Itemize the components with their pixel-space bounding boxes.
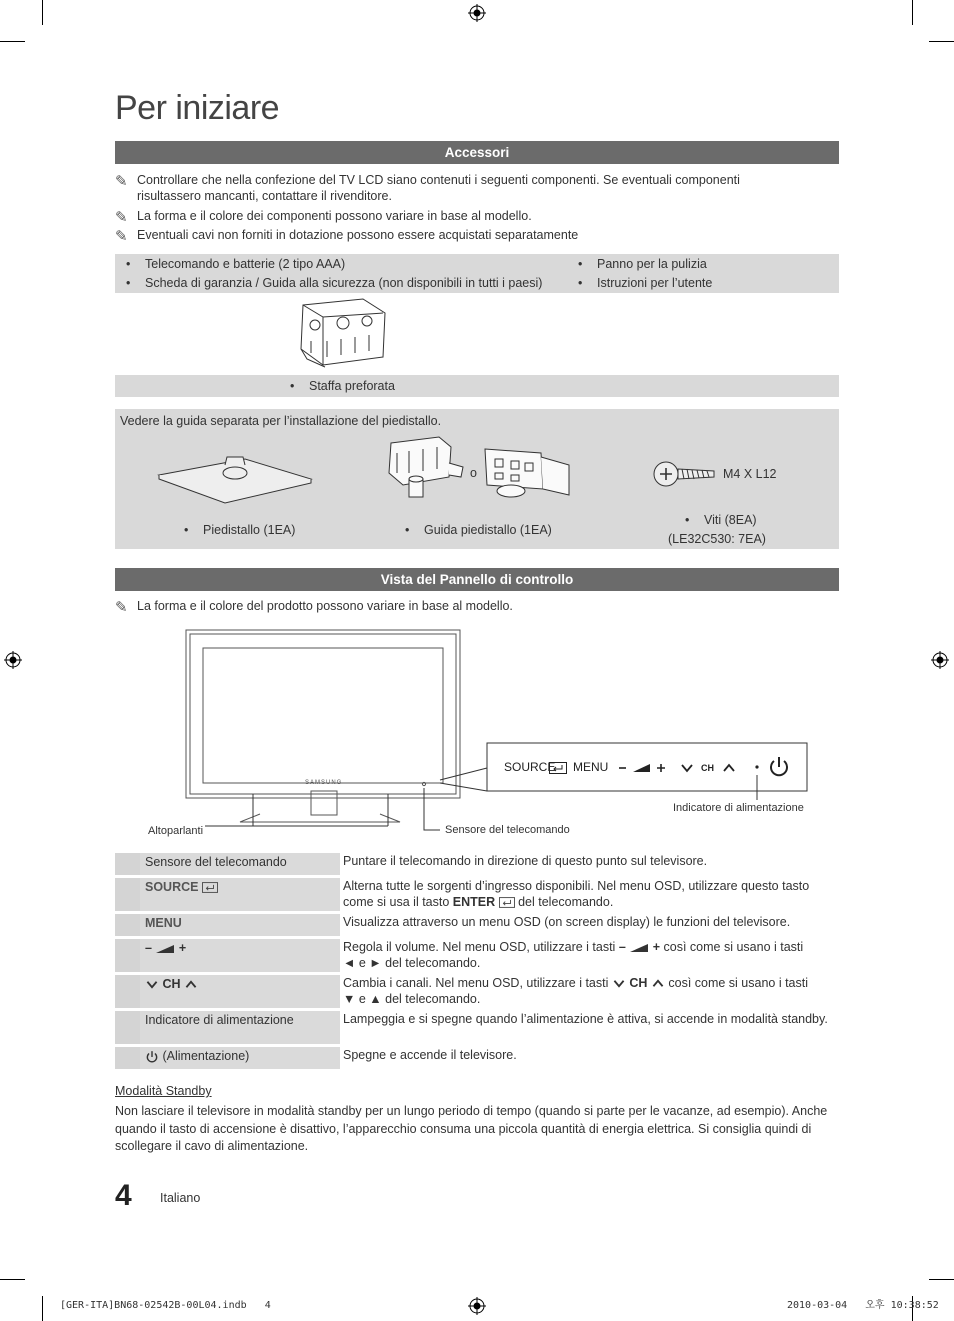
or-text: o <box>470 466 477 480</box>
table-row <box>115 914 839 936</box>
stand-guide-image <box>383 433 469 501</box>
list-item: • Telecomando e batterie (2 tipo AAA) <box>145 256 345 272</box>
row-name: MENU <box>140 914 340 936</box>
screw-sub-label: (LE32C530: 7EA) <box>668 532 766 546</box>
stand-guide-alt-image <box>481 443 577 501</box>
row-desc: Puntare il telecomando in direzione di questo punto sul televisore. <box>343 854 708 868</box>
enter-icon <box>499 897 515 908</box>
list-item: • Viti (8EA) <box>704 512 757 528</box>
plus-label: + <box>652 940 661 954</box>
row-desc <box>343 939 833 972</box>
row-desc-text: ◄ e ► del telecomando. <box>343 956 481 971</box>
power-icon <box>767 755 791 779</box>
chevron-down-icon <box>680 762 694 774</box>
row-marker <box>115 914 140 936</box>
stand-image <box>155 451 315 507</box>
plus-label: + <box>178 941 187 955</box>
note-text: La forma e il colore dei componenti possono variare in base al modello. <box>137 209 532 223</box>
enter-icon <box>202 882 218 893</box>
screw-spec: M4 X L12 <box>723 467 777 481</box>
enter-icon <box>549 762 567 774</box>
note-text: La forma e il colore del prodotto possono variare in base al modello. <box>137 599 513 613</box>
row-desc-text: così come si usano i tasti <box>664 976 809 990</box>
note <box>115 172 815 205</box>
power-indicator-label: Indicatore di alimentazione <box>673 802 804 814</box>
chevron-down-icon <box>612 978 626 989</box>
page-title: Per iniziare <box>115 89 280 127</box>
list-item: • Guida piedistallo (1EA) <box>424 522 552 538</box>
panel-source-label: SOURCE <box>504 760 556 774</box>
tv-brand: SAMSUNG <box>305 780 343 786</box>
table-row <box>115 1047 839 1069</box>
pencil-note-icon: ✎ <box>115 209 128 226</box>
chevron-down-icon <box>145 979 159 990</box>
source-label: SOURCE <box>145 880 199 894</box>
row-desc: Lampeggia e si spegne quando l’alimentazione è attiva, si accende in modalità standby. <box>343 1012 828 1026</box>
note <box>115 208 815 228</box>
crop-mark <box>0 1279 25 1280</box>
crop-mark <box>42 0 43 25</box>
volume-icon <box>617 762 669 774</box>
accessories-header: Accessori <box>115 141 839 164</box>
row-name <box>140 878 340 911</box>
list-item: • Staffa preforata <box>309 378 395 394</box>
screw-image <box>652 457 718 491</box>
table-row <box>115 939 839 972</box>
pencil-note-icon: ✎ <box>115 173 128 190</box>
panel-ch-label: CH <box>701 763 714 773</box>
row-name <box>140 975 340 1008</box>
row-desc-text: Regola il volume. Nel menu OSD, utilizzare i tasti <box>343 940 619 954</box>
crop-mark <box>929 1279 954 1280</box>
wall-bracket-image <box>293 297 393 369</box>
row-marker <box>115 1047 140 1069</box>
stand-intro: Vedere la guida separata per l’installazione del piedistallo. <box>120 414 442 428</box>
footer-timestamp: 2010-03-04 오후 10:38:52 <box>787 1300 939 1311</box>
volume-ramp-icon <box>155 944 175 954</box>
panel-menu-label: MENU <box>573 760 609 774</box>
row-desc: Spegne e accende il televisore. <box>343 1048 517 1062</box>
pencil-note-icon: ✎ <box>115 228 128 245</box>
row-desc-text: del telecomando. <box>514 895 614 910</box>
table-row <box>115 1011 839 1044</box>
list-item: • Panno per la pulizia <box>597 256 707 272</box>
row-desc <box>343 975 833 1008</box>
remote-sensor-label: Sensore del telecomando <box>445 824 570 836</box>
note-text: Eventuali cavi non forniti in dotazione possono essere acquistati separatamente <box>137 228 579 242</box>
row-name <box>140 1047 340 1069</box>
crop-mark <box>929 41 954 42</box>
row-desc: Visualizza attraverso un menu OSD (on screen display) le funzioni del televisore. <box>343 915 791 929</box>
registration-mark-icon <box>931 651 949 669</box>
row-desc-text: così come si usano i tasti <box>660 940 804 954</box>
crop-mark <box>0 41 25 42</box>
row-marker <box>115 1011 140 1044</box>
crop-mark <box>912 0 913 25</box>
row-name: Indicatore di alimentazione <box>140 1011 340 1044</box>
crop-mark <box>42 1296 43 1321</box>
standby-body: Non lasciare il televisore in modalità standby per un lungo periodo di tempo (quando si parte per le vacanze, ad esempio). Anche quando il tasto di accensione è disattivo, l’apparecchio consuma una piccola quantità di energia elettrica. Si consiglia quindi di scollegare il cavo di alimentazione. <box>115 1104 828 1153</box>
minus-label: – <box>618 940 626 954</box>
list-item: • Istruzioni per l’utente <box>597 275 712 291</box>
power-icon <box>145 1050 159 1064</box>
ch-label: CH <box>629 976 648 990</box>
footer-file-info: [GER-ITA]BN68-02542B-00L04.indb 4 <box>60 1300 271 1311</box>
row-marker <box>115 939 140 972</box>
page-number: 4 <box>115 1179 132 1212</box>
table-row <box>115 853 839 875</box>
registration-mark-icon <box>468 1297 486 1315</box>
row-name: Sensore del telecomando <box>140 853 340 875</box>
row-desc-text: ▼ e ▲ del telecomando. <box>343 992 481 1007</box>
volume-ramp-icon <box>629 943 649 953</box>
row-marker <box>115 853 140 875</box>
table-row <box>115 878 839 911</box>
pencil-note-icon: ✎ <box>115 599 128 616</box>
list-item: • Scheda di garanzia / Guida alla sicurezza (non disponibili in tutti i paesi) <box>145 275 542 291</box>
row-name <box>140 939 340 972</box>
row-marker <box>115 878 140 911</box>
list-item: • Piedistallo (1EA) <box>203 522 295 538</box>
chevron-up-icon <box>651 978 665 989</box>
row-desc-text: Alterna tutte le sorgenti d’ingresso disponibili. Nel menu OSD, utilizzare questo tasto come si usa il tasto <box>343 879 810 910</box>
ch-label: CH <box>162 977 181 991</box>
bracket-row <box>115 375 839 397</box>
footer-language: Italiano <box>160 1191 201 1205</box>
power-row-label: (Alimentazione) <box>162 1049 250 1063</box>
row-marker <box>115 975 140 1008</box>
stand-box <box>115 409 839 549</box>
registration-mark-icon <box>468 4 486 22</box>
note <box>115 598 815 618</box>
row-desc <box>343 878 833 911</box>
standby-title: Modalità Standby <box>115 1084 212 1098</box>
power-indicator-dot-icon <box>754 764 760 770</box>
chevron-up-icon <box>184 979 198 990</box>
note-text: Controllare che nella confezione del TV LCD siano contenuti i seguenti componenti. Se eventuali componenti risultassero mancanti, contattare il rivenditore. <box>137 173 740 204</box>
chevron-up-icon <box>722 762 736 774</box>
row-desc-text: Cambia i canali. Nel menu OSD, utilizzare i tasti <box>343 976 612 990</box>
minus-label: – <box>145 941 152 955</box>
registration-mark-icon <box>4 651 22 669</box>
speakers-label: Altoparlanti <box>148 825 204 837</box>
enter-label: ENTER <box>452 895 496 910</box>
accessories-list <box>115 254 839 293</box>
note <box>115 227 815 247</box>
table-row <box>115 975 839 1008</box>
control-panel-header: Vista del Pannello di controllo <box>115 568 839 591</box>
